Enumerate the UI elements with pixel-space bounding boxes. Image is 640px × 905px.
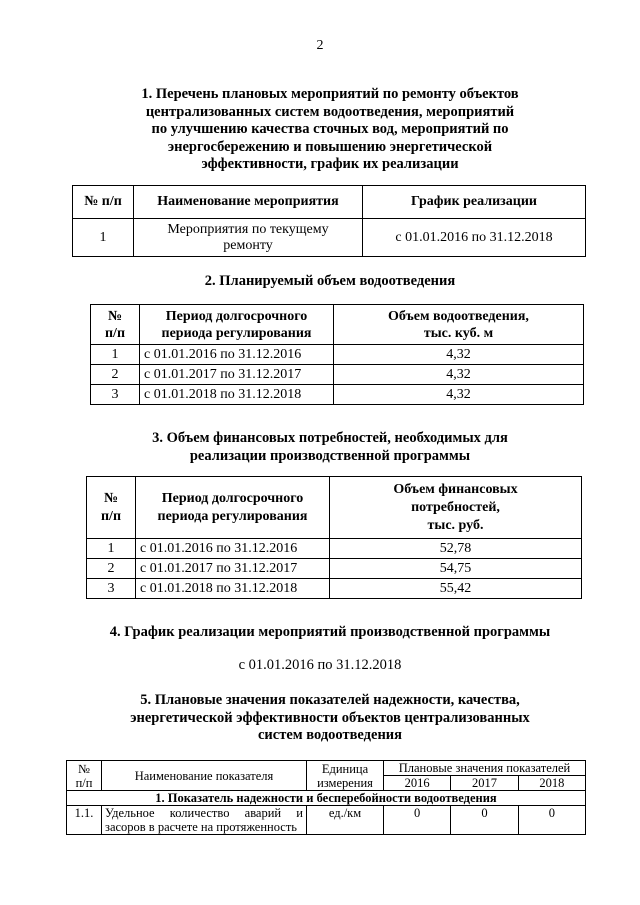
cell-num: 2 [87, 559, 136, 579]
section1-table [72, 185, 586, 257]
table-group-row [67, 791, 586, 806]
section2-table [90, 304, 584, 405]
col-header-finance: Объем финансовых потребностей, тыс. руб. [330, 477, 582, 539]
cell-schedule: с 01.01.2016 по 31.12.2018 [363, 219, 586, 257]
cell-period: с 01.01.2017 по 31.12.2017 [136, 559, 330, 579]
cell-period: с 01.01.2016 по 31.12.2016 [140, 345, 334, 365]
cell-period: с 01.01.2018 по 31.12.2018 [140, 385, 334, 405]
cell-finance: 55,42 [330, 579, 582, 599]
page-number: 2 [316, 38, 324, 53]
table-header-row [87, 477, 582, 539]
table-header-row [91, 305, 584, 345]
col-header-period: Период долгосрочного периода регулирования [140, 305, 334, 345]
cell-volume: 4,32 [334, 385, 584, 405]
col-header-schedule: График реализации [363, 186, 586, 219]
cell-volume: 4,32 [334, 345, 584, 365]
cell-num: 3 [91, 385, 140, 405]
section2-title: 2. Планируемый объем водоотведения [204, 273, 456, 289]
section3-title: 3. Объем финансовых потребностей, необходимых для реализации производственной программы [152, 430, 508, 464]
col-header-name: Наименование мероприятия [134, 186, 363, 219]
section4-title: 4. График реализации мероприятий производственной программы [109, 624, 551, 640]
col-header-num: № п/п [73, 186, 134, 219]
cell-finance: 54,75 [330, 559, 582, 579]
cell-unit: ед./км [307, 806, 384, 835]
table-row [87, 579, 582, 599]
group-title: 1. Показатель надежности и бесперебойности водоотведения [67, 791, 586, 806]
col-header-num: № п/п [87, 477, 136, 539]
cell-finance: 52,78 [330, 539, 582, 559]
section5-title: 5. Плановые значения показателей надежности, качества, энергетической эффективности объектов централизованных систем водоотведения [130, 692, 530, 743]
cell-num: 1 [73, 219, 134, 257]
table-row [87, 539, 582, 559]
table-header-row [67, 761, 586, 776]
col-header-year: 2018 [518, 776, 585, 791]
cell-value: 0 [451, 806, 518, 835]
cell-period: с 01.01.2016 по 31.12.2016 [136, 539, 330, 559]
col-header-unit: Единица измерения [307, 761, 384, 791]
cell-num: 1 [91, 345, 140, 365]
table-header-row [73, 186, 586, 219]
section1-title: 1. Перечень плановых мероприятий по ремонту объектов централизованных систем водоотведения, мероприятий по улучшению качества сточных вод, мероприятий по энергосбережению и повышению энергетической эффективности, график их реализации [141, 86, 519, 172]
cell-value: 0 [518, 806, 585, 835]
cell-name: Удельное количество аварий и засоров в расчете на протяженность [102, 806, 307, 835]
col-header-planned: Плановые значения показателей [384, 761, 586, 776]
section5-table [66, 760, 586, 835]
col-header-volume: Объем водоотведения, тыс. куб. м [334, 305, 584, 345]
cell-volume: 4,32 [334, 365, 584, 385]
cell-num: 2 [91, 365, 140, 385]
col-header-num: № п/п [91, 305, 140, 345]
cell-period: с 01.01.2017 по 31.12.2017 [140, 365, 334, 385]
col-header-year: 2017 [451, 776, 518, 791]
cell-num: 1 [87, 539, 136, 559]
cell-period: с 01.01.2018 по 31.12.2018 [136, 579, 330, 599]
cell-name: Мероприятия по текущему ремонту [134, 219, 363, 257]
col-header-name: Наименование показателя [102, 761, 307, 791]
section3-table [86, 476, 582, 599]
cell-value: 0 [384, 806, 451, 835]
col-header-num: № п/п [67, 761, 102, 791]
cell-num: 1.1. [67, 806, 102, 835]
section4-schedule: с 01.01.2016 по 31.12.2018 [238, 657, 402, 673]
table-row [91, 345, 584, 365]
table-row [91, 365, 584, 385]
table-row [67, 806, 586, 835]
cell-num: 3 [87, 579, 136, 599]
table-row [73, 219, 586, 257]
table-row [91, 385, 584, 405]
col-header-year: 2016 [384, 776, 451, 791]
col-header-period: Период долгосрочного периода регулирования [136, 477, 330, 539]
table-row [87, 559, 582, 579]
